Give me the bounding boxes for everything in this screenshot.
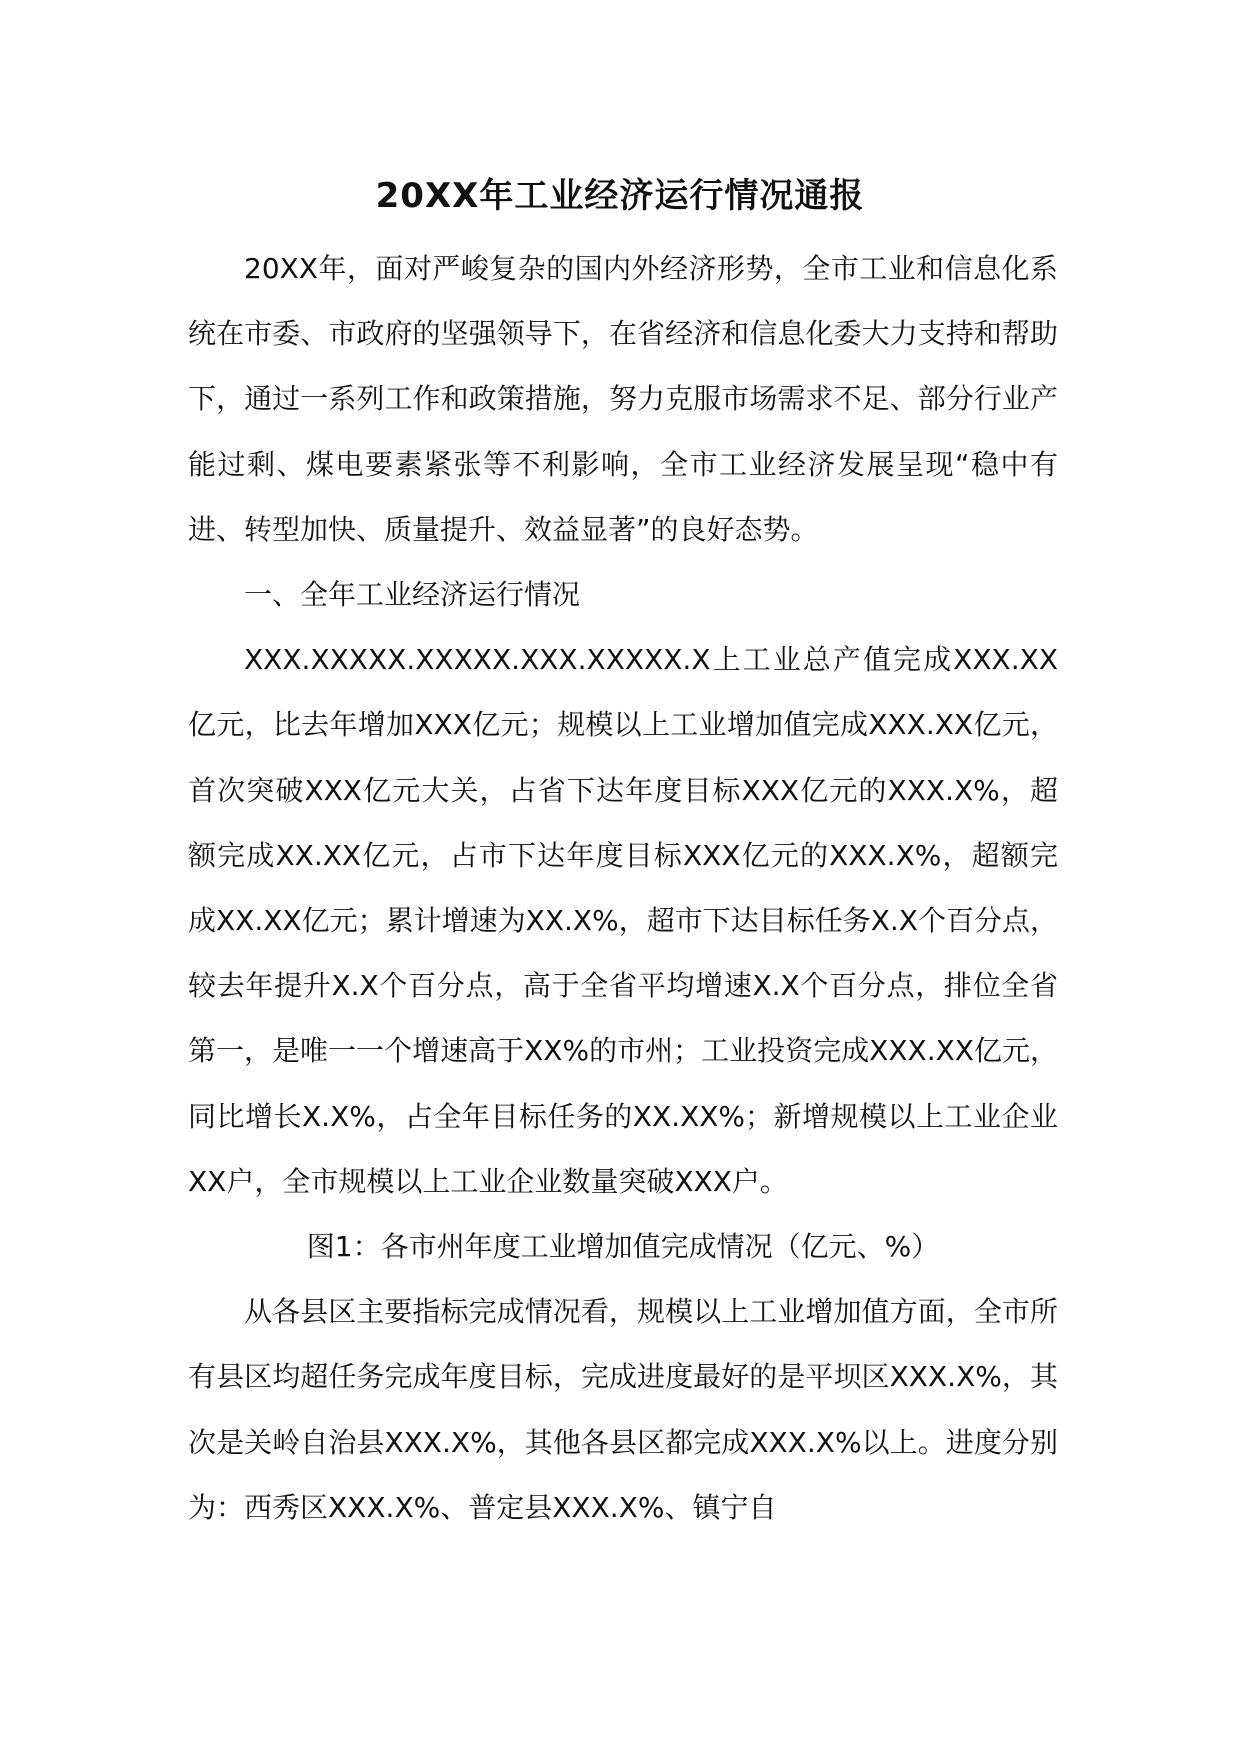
document-body	[188, 236, 1058, 1540]
document-title: 20XX年工业经济运行情况通报	[375, 176, 865, 216]
paragraph-county-progress: 从各县区主要指标完成情况看，规模以上工业增加值方面，全市所有县区均超任务完成年度目标，完成进度最好的是平坝区XXX.X%，其次是关岭自治县XXX.X%，其他各县区都完成XXX.X%以上。进度分别为：西秀区XXX.X%、普定县XXX.X%、镇宁自	[188, 1295, 1058, 1524]
section-heading-1: 一、全年工业经济运行情况	[244, 578, 581, 612]
paragraph-output-summary: XXX.XXXXX.XXXXX.XXX.XXXXX.X上工业总产值完成XXX.XX亿元，比去年增加XXX亿元；规模以上工业增加值完成XXX.XX亿元，首次突破XXX亿元大关，占省下达年度目标XXX亿元的XXX.X%，超额完成XX.XX亿元，占市下达年度目标XXX亿元的XXX.X%，超额完成XX.XX亿元；累计增速为XX.X%，超市下达目标任务X.X个百分点，较去年提升X.X个百分点，高于全省平均增速X.X个百分点，排位全省第一，是唯一一个增速高于XX%的市州；工业投资完成XXX.XX亿元，同比增长X.X%，占全年目标任务的XX.XX%；新增规模以上工业企业XX户，全市规模以上工业企业数量突破XXX户。	[188, 643, 1058, 1198]
paragraph-intro: 20XX年，面对严峻复杂的国内外经济形势，全市工业和信息化系统在市委、市政府的坚强领导下，在省经济和信息化委大力支持和帮助下，通过一系列工作和政策措施，努力克服市场需求不足、部分行业产能过剩、煤电要素紧张等不利影响，全市工业经济发展呈现“稳中有进、转型加快、质量提升、效益显著”的良好态势。	[188, 252, 1058, 546]
figure-caption: 图1：各市州年度工业增加值完成情况（亿元、%）	[306, 1230, 940, 1264]
